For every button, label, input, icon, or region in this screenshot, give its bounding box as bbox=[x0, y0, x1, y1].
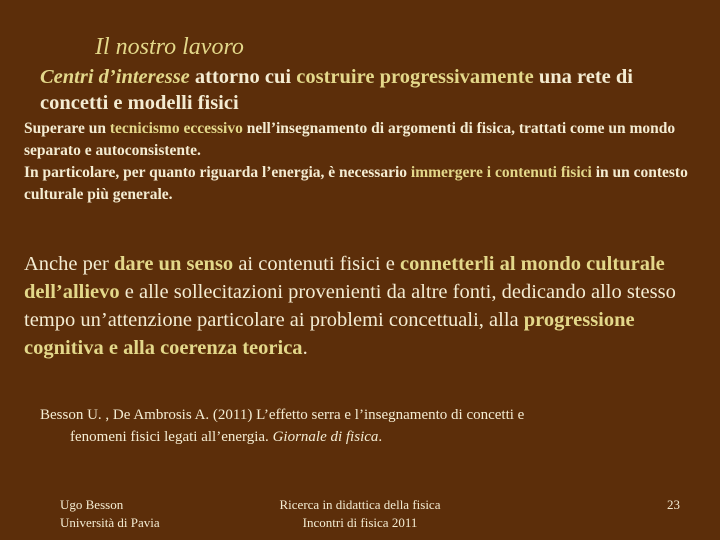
para1-text: . bbox=[168, 186, 173, 203]
reference-line1: Besson U. , De Ambrosis A. (2011) L’effetto serra e l’insegnamento di concetti e bbox=[40, 407, 525, 423]
para2-highlight: progressione cognitiva e alla coerenza teorica bbox=[24, 309, 635, 359]
reference-line2-wrap bbox=[40, 426, 700, 448]
reference-line2: fenomeni fisici legati all’energia. bbox=[70, 429, 273, 445]
page-number: 23 bbox=[667, 497, 680, 512]
paragraph-technicism bbox=[24, 118, 704, 206]
footer-author bbox=[60, 496, 160, 532]
bibliographic-reference bbox=[40, 404, 700, 448]
footer-event bbox=[240, 496, 480, 532]
subtitle-text: attorno cui bbox=[189, 66, 297, 88]
slide-title: Il nostro lavoro bbox=[95, 34, 244, 60]
para2-highlight: connetterli al mondo culturale dell’allievo bbox=[24, 253, 665, 303]
para1-highlight: tecnicismo eccessivo bbox=[109, 120, 243, 137]
subtitle-highlight-interests: Centri d’interesse bbox=[40, 66, 190, 88]
para1-text: In particolare, per quanto riguarda l’energia, è necessario bbox=[24, 164, 411, 181]
reference-journal: Giornale di fisica bbox=[272, 429, 379, 445]
para2-highlight: dare un senso bbox=[113, 253, 234, 275]
footer-author-name: Ugo Besson bbox=[60, 497, 124, 512]
slide-subtitle bbox=[40, 64, 700, 116]
subtitle-text-end: una rete di concetti e modelli fisici bbox=[40, 66, 633, 114]
para2-text: . bbox=[302, 337, 308, 359]
footer-event-line2: Incontri di fisica 2011 bbox=[302, 515, 418, 530]
footer-affiliation: Università di Pavia bbox=[60, 515, 160, 530]
subtitle-highlight-build: costruire progressivamente bbox=[296, 66, 534, 88]
para1-text: in un contesto culturale più generale bbox=[24, 164, 688, 203]
para1-highlight: immergere i contenuti fisici bbox=[410, 164, 592, 181]
para2-text: ai contenuti fisici e bbox=[233, 253, 400, 275]
para2-text: Anche per bbox=[24, 253, 114, 275]
paragraph-meaning bbox=[24, 250, 710, 362]
para1-text: nell’insegnamento di argomenti di fisica, trattati come un mondo separato e autoconsistente. bbox=[24, 120, 676, 159]
para2-text: e alle sollecitazioni provenienti da altre fonti, dedicando allo stesso tempo un’attenzione particolare ai problemi concettuali, alla bbox=[24, 281, 676, 331]
reference-end: . bbox=[378, 429, 383, 445]
para1-text: Superare un bbox=[24, 120, 110, 137]
footer-event-line1: Ricerca in didattica della fisica bbox=[279, 497, 441, 512]
